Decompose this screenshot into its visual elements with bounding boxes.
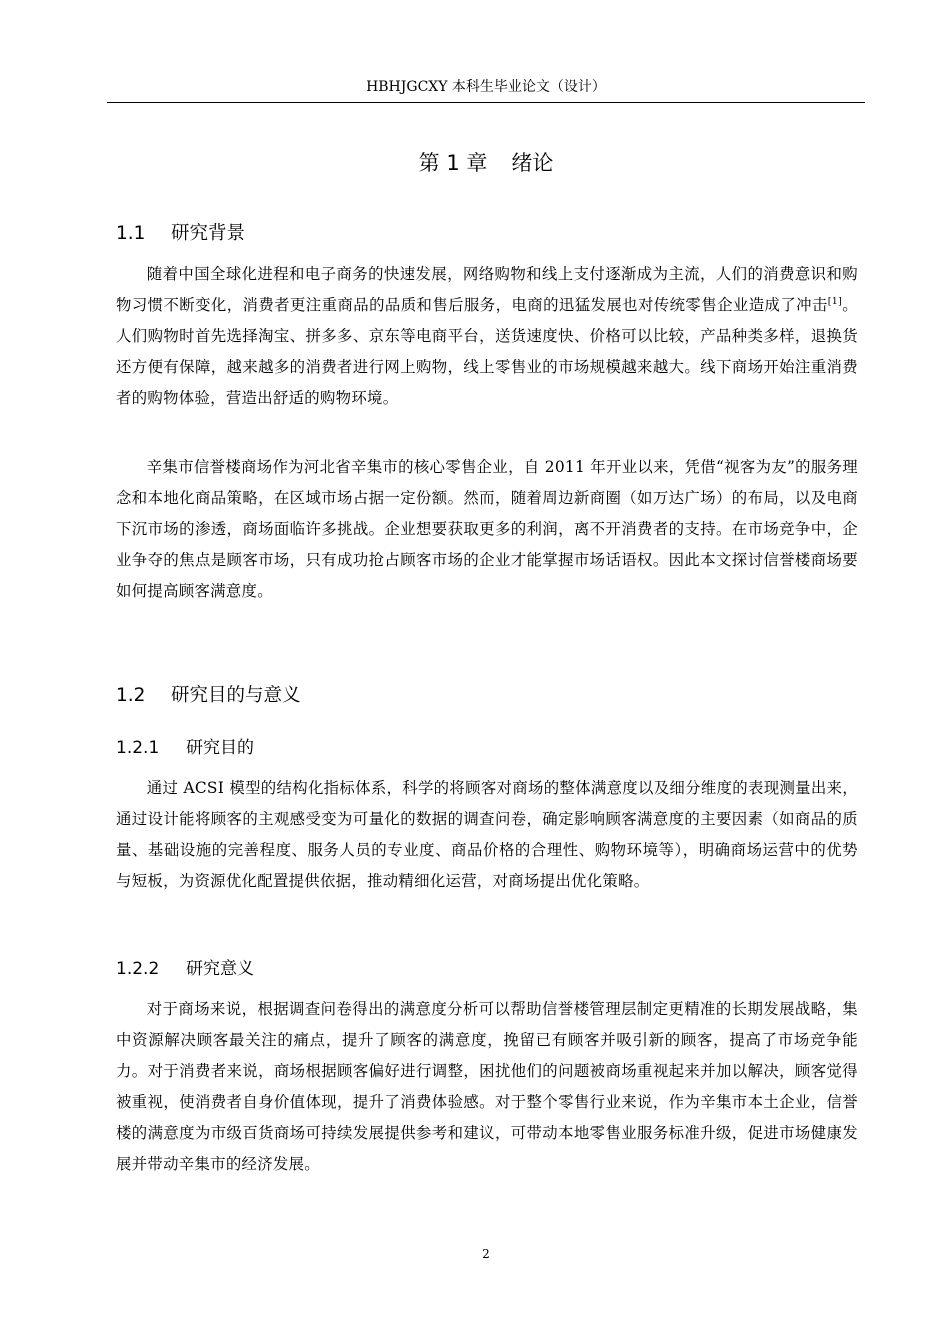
subsection-number: 1.2.1 <box>116 738 160 758</box>
paragraph-background-1 <box>116 259 858 414</box>
section-heading-1-1 <box>116 221 245 247</box>
section-title: 研究目的与意义 <box>171 685 301 706</box>
chapter-title: 绪论 <box>511 151 554 175</box>
section-title: 研究背景 <box>171 223 246 244</box>
chapter-number: 第 1 章 <box>418 151 488 175</box>
paragraph-purpose: 通过 ACSI 模型的结构化指标体系，科学的将顾客对商场的整体满意度以及细分维度的表现测量出来，通过设计能将顾客的主观感受变为可量化的数据的调查问卷，确定影响顾客满意度的主要因素（如商品的质量、基础设施的完善程度、服务人员的专业度、商品价格的合理性、购物环境等），明确商场运营中的优势与短板，为资源优化配置提供依据，推动精细化运营，对商场提出优化策略。 <box>116 779 858 890</box>
paragraph-significance: 对于商场来说，根据调查问卷得出的满意度分析可以帮助信誉楼管理层制定更精准的长期发展战略，集中资源解决顾客最关注的痛点，提升了顾客的满意度，挽留已有顾客并吸引新的顾客，提高了市场竞争能力。对于消费者来说，商场根据顾客偏好进行调整，困扰他们的问题被商场重视起来并加以解决，顾客觉得被重视，使消费者自身价值体现，提升了消费体验感。对于整个零售行业来说，作为辛集市本土企业，信誉楼的满意度为市级百货商场可持续发展提供参考和建议，可带动本地零售业服务标准升级，促进市场健康发展并带动辛集市的经济发展。 <box>116 1000 858 1173</box>
header-divider <box>107 102 865 103</box>
page-number: 2 <box>482 1247 490 1261</box>
running-header: HBHJGCXY 本科生毕业论文（设计） <box>366 79 606 95</box>
section-number: 1.1 <box>116 223 146 244</box>
chapter-heading <box>107 148 865 178</box>
section-number: 1.2 <box>116 685 146 706</box>
subsection-title: 研究意义 <box>186 959 254 979</box>
subsection-number: 1.2.2 <box>116 959 160 979</box>
paragraph-text: 。人们购物时首先选择淘宝、拼多多、京东等电商平台，送货速度快、价格可以比较，产品种类多样，退换货还方便有保障，越来越多的消费者进行网上购物，线上零售业的市场规模越来越大。线下商场开始注重消费者的购物体验，营造出舒适的购物环境。 <box>116 296 858 407</box>
paragraph-text: 随着中国全球化进程和电子商务的快速发展，网络购物和线上支付逐渐成为主流，人们的消费意识和购物习惯不断变化，消费者更注重商品的品质和售后服务，电商的迅猛发展也对传统零售企业造成了冲击 <box>116 265 858 314</box>
subsection-heading-1-2-2 <box>116 956 254 982</box>
citation-ref: [1] <box>827 296 843 307</box>
subsection-heading-1-2-1 <box>116 735 254 761</box>
section-heading-1-2 <box>116 683 301 709</box>
paragraph-background-2: 辛集市信誉楼商场作为河北省辛集市的核心零售企业，自 2011 年开业以来，凭借“视客为友”的服务理念和本地化商品策略，在区域市场占据一定份额。然而，随着周边新商圈（如万达广场）的布局，以及电商下沉市场的渗透，商场面临许多挑战。企业想要获取更多的利润，离不开消费者的支持。在市场竞争中，企业争夺的焦点是顾客市场，只有成功抢占顾客市场的企业才能掌握市场话语权。因此本文探讨信誉楼商场要如何提高顾客满意度。 <box>116 458 858 600</box>
subsection-title: 研究目的 <box>186 738 254 758</box>
